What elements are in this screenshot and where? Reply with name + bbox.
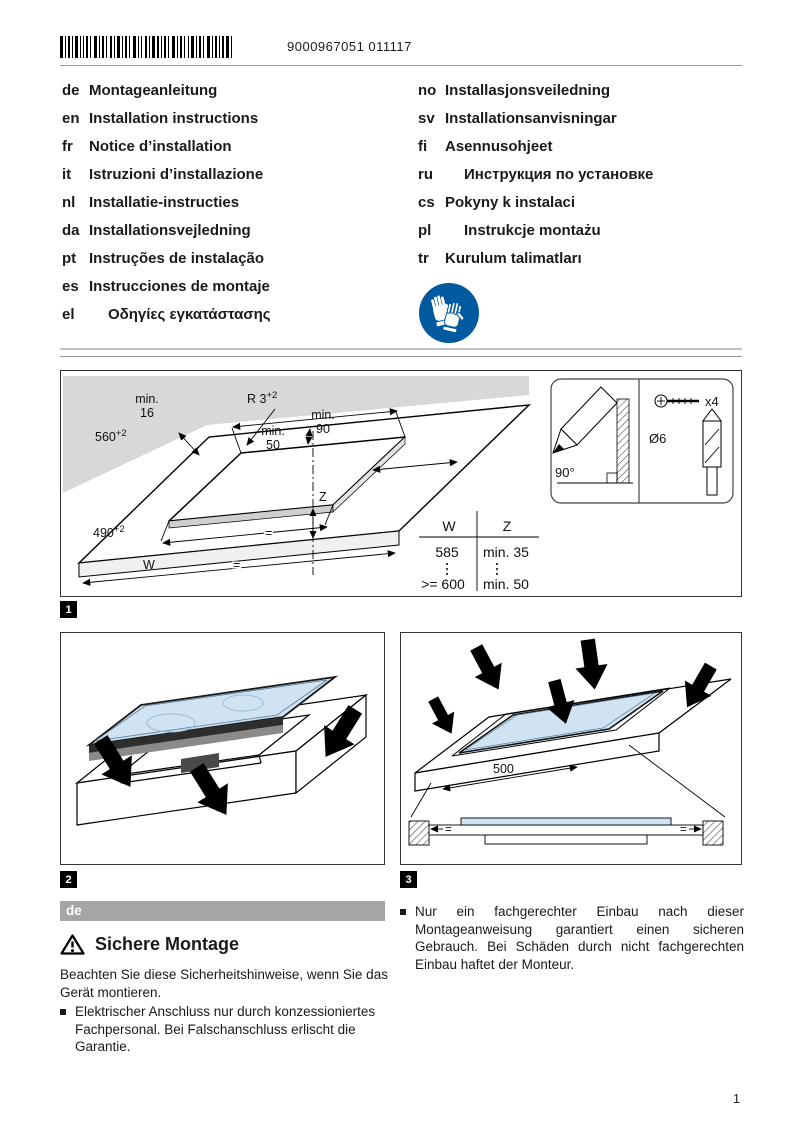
language-code: fr (62, 137, 73, 155)
language-item-fr (62, 132, 271, 160)
language-code: es (62, 277, 79, 295)
bullet-text: Nur ein fachgerechter Einbau nach dieser Montageanweisung garantiert einen sicheren Gebrauch. Bei Schäden durch nicht fachgerechten Einbau haftet der Monteur. (415, 904, 744, 972)
language-title: Installationsanvisningar (445, 109, 617, 127)
tool-drill-diameter-label: Ø6 (649, 431, 667, 446)
press-in-drawing (401, 633, 741, 864)
de-language-tag-label: de (66, 903, 82, 918)
wz-table (419, 511, 539, 592)
step-badge-3 (400, 871, 417, 888)
wz-table-row2-z: min. 50 (483, 576, 529, 592)
section-heading-text: Sichere Montage (95, 934, 240, 954)
language-code: el (62, 305, 75, 323)
page-number: 1 (733, 1092, 740, 1106)
language-code: no (418, 81, 437, 99)
language-code: pt (62, 249, 77, 267)
warning-icon (60, 933, 85, 956)
bullet-marker (400, 909, 406, 915)
dim-490: $490^{+2}$ (93, 524, 125, 540)
bullet-proper-installation (400, 903, 744, 973)
dim-w: W (143, 558, 155, 572)
language-item-nl (62, 188, 271, 216)
language-code: tr (418, 249, 429, 267)
de-language-tag (60, 901, 385, 921)
language-item-tr (418, 244, 653, 272)
language-title: Instruções de instalação (89, 249, 265, 267)
language-item-pt (62, 244, 271, 272)
dim-min16-label: min. (135, 392, 159, 406)
language-item-de (62, 76, 271, 104)
equal-mark-1: = (265, 526, 273, 540)
language-list-right (418, 76, 653, 272)
language-item-sv (418, 104, 653, 132)
language-title: Installatie-instructies (89, 193, 240, 211)
section-divider-thin (60, 356, 742, 357)
clearance-detail (409, 818, 723, 845)
press-arrow-left (422, 693, 463, 739)
language-title: Asennusohjeet (445, 137, 553, 155)
language-code: pl (418, 221, 432, 239)
bullet-electrical-connection (60, 1003, 392, 1056)
header-divider (60, 65, 742, 66)
barcode (60, 36, 232, 58)
step-number: 2 (65, 873, 72, 886)
language-code: fi (418, 137, 428, 155)
language-title: Οδηγίες εγκατάστασης (108, 305, 271, 323)
tool-screw-count-label: x4 (705, 394, 719, 409)
language-title: Notice d’installation (89, 137, 232, 155)
wz-table-header-z: Z (502, 518, 512, 534)
dim-min90-label: min. (311, 408, 335, 422)
language-title: Kurulum talimatları (445, 249, 582, 267)
intro-paragraph: Beachten Sie diese Sicherheitshinweise, wenn Sie das Gerät montieren. (60, 967, 388, 1000)
protective-gloves-icon (418, 282, 480, 344)
tool-info-box (551, 379, 733, 503)
language-title: Pokyny k instalaci (445, 193, 576, 211)
bullet-marker (60, 1009, 66, 1015)
document-number: 9000967051 011117 (287, 39, 412, 54)
insert-hob-drawing (61, 633, 384, 864)
language-title: Montageanleitung (89, 81, 218, 99)
equal-gap-right: = (680, 824, 687, 836)
language-item-es (62, 272, 271, 300)
language-title: Installationsvejledning (89, 221, 251, 239)
figure-2-insert-hob (60, 632, 385, 865)
equal-mark-2: = (233, 558, 241, 572)
wz-table-row1-z: min. 35 (483, 544, 529, 560)
language-title: Istruzioni d’installazione (89, 165, 264, 183)
wz-table-row1-w: 585 (435, 544, 459, 560)
section-heading (60, 933, 239, 956)
language-code: it (62, 165, 72, 183)
language-item-el (62, 300, 271, 328)
equal-gap-left: = (445, 824, 452, 836)
language-item-fi (418, 132, 653, 160)
language-title: Installation instructions (89, 109, 259, 127)
wz-table-header-w: W (442, 518, 456, 534)
figure-3-press-in-detail (400, 632, 742, 865)
wz-table-row2-w: >= 600 (421, 576, 465, 592)
language-title: Instrucciones de montaje (89, 277, 270, 295)
callout-line-right (629, 745, 725, 817)
figure-1-cutout-dimensions (60, 370, 742, 597)
dim-500-label: 500 (493, 762, 514, 776)
dim-min50-value: 50 (266, 438, 280, 452)
language-code: en (62, 109, 80, 127)
language-title: Installasjonsveiledning (445, 81, 611, 99)
language-item-cs (418, 188, 653, 216)
language-item-da (62, 216, 271, 244)
language-item-it (62, 160, 271, 188)
dim-min16-value: 16 (140, 406, 154, 420)
bullet-text: Elektrischer Anschluss nur durch konzessioniertes Fachpersonal. Bei Falschanschluss erlischt die Garantie. (75, 1004, 376, 1054)
dim-min50-label: min. (261, 424, 285, 438)
step-number: 3 (405, 873, 412, 886)
step-number: 1 (65, 603, 72, 616)
dim-min90-value: 90 (316, 422, 330, 436)
tool-angle-label: 90° (555, 465, 575, 480)
dim-z: Z (319, 490, 327, 504)
step-badge-2 (60, 871, 77, 888)
section-divider-thick (60, 348, 742, 350)
language-list-left (62, 76, 271, 328)
language-item-ru (418, 160, 653, 188)
language-code: cs (418, 193, 435, 211)
step-badge-1 (60, 601, 77, 618)
language-code: ru (418, 165, 433, 183)
dim-560: $560^{+2}$ (95, 428, 127, 444)
language-code: de (62, 81, 80, 99)
language-item-pl (418, 216, 653, 244)
language-title: Инструкция по установке (464, 165, 654, 183)
cutout-drawing (61, 371, 741, 596)
language-item-en (62, 104, 271, 132)
language-code: da (62, 221, 80, 239)
language-code: nl (62, 193, 76, 211)
press-arrow-back-left (463, 640, 512, 696)
language-code: sv (418, 109, 435, 127)
press-arrow-top (572, 637, 611, 691)
language-title: Instrukcje montażu (464, 221, 601, 239)
language-item-no (418, 76, 653, 104)
dim-radius: R $3^{+2}$ (247, 390, 278, 406)
